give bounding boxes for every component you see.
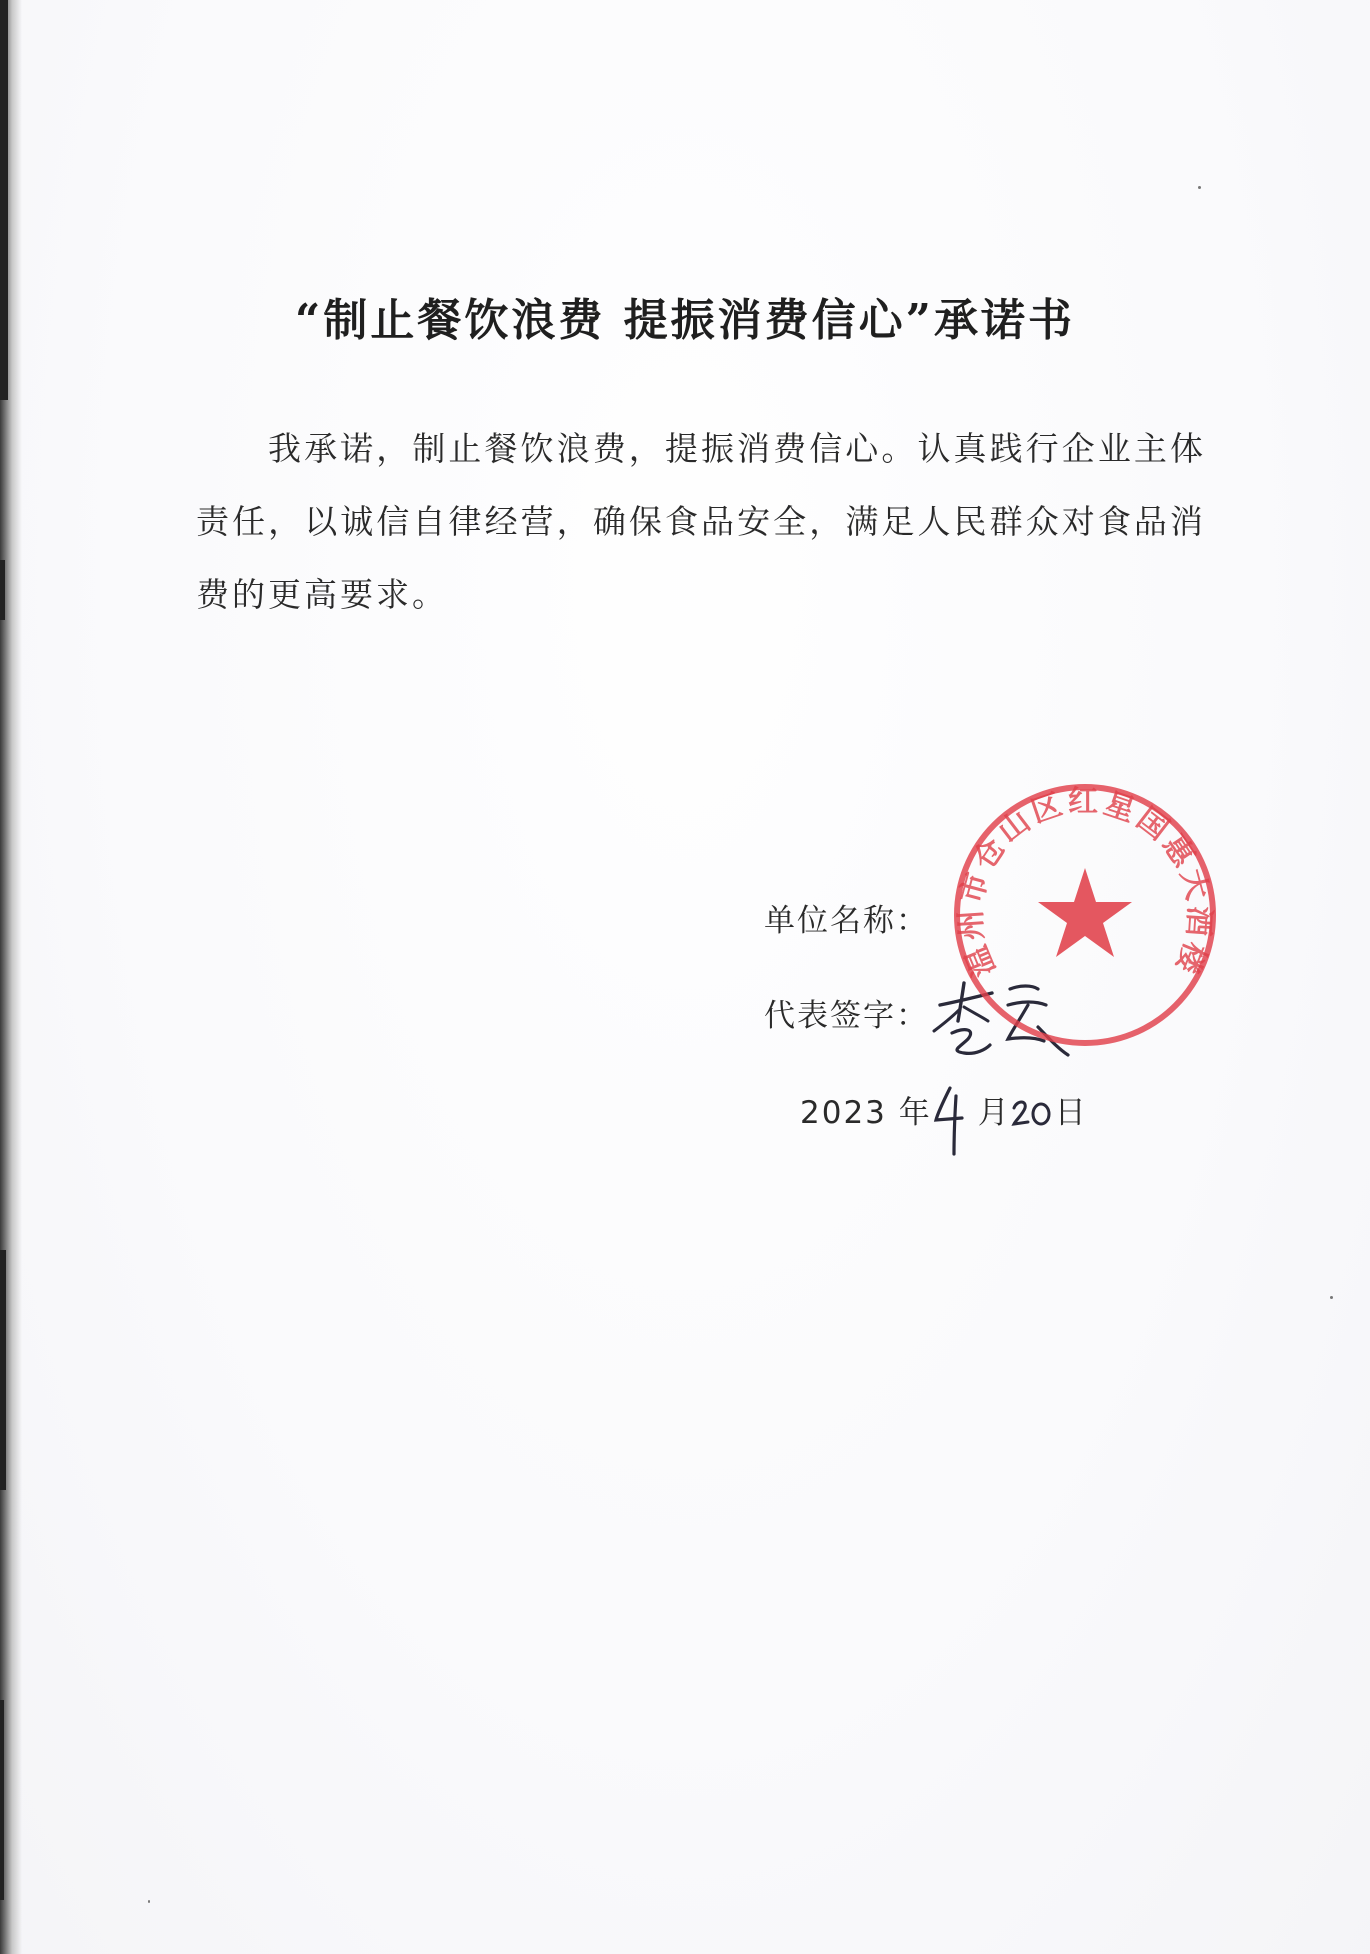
document-title: “制止餐饮浪费 提振消费信心”承诺书: [295, 295, 1075, 346]
date-day-suffix: 日: [1054, 1095, 1088, 1131]
unit-name-label: 单位名称：: [764, 903, 929, 939]
scan-speck: [1330, 1296, 1333, 1299]
date-month-handwritten: [932, 1122, 978, 1123]
signing-date: [800, 1087, 1088, 1132]
company-seal: [950, 780, 1220, 1050]
commitment-paragraph: 我承诺，制止餐饮浪费，提振消费信心。认真践行企业主体责任，以诚信自律经营，确保食品安全，满足人民群众对食品消费的更高要求。: [196, 429, 1206, 614]
date-day-handwritten: [1011, 1122, 1055, 1123]
handwritten-month-four: [932, 1082, 978, 1158]
date-year: 2023 年: [800, 1095, 932, 1131]
date-month-suffix: 月: [977, 1095, 1011, 1131]
scan-footer-smudge: [78, 1868, 208, 1888]
seal-text: 温州市仓山区红星国惠大酒楼: [953, 784, 1217, 982]
scan-speck: [1198, 186, 1201, 189]
representative-signature-label: 代表签字：: [764, 998, 929, 1034]
star-icon: [1038, 868, 1132, 957]
handwritten-day-twenty: [1011, 1082, 1055, 1142]
scan-edge-mark: [0, 1700, 4, 1900]
scan-edge-mark: [0, 560, 5, 620]
scan-speck: [148, 1900, 150, 1903]
scan-edge-mark: [0, 1250, 6, 1490]
